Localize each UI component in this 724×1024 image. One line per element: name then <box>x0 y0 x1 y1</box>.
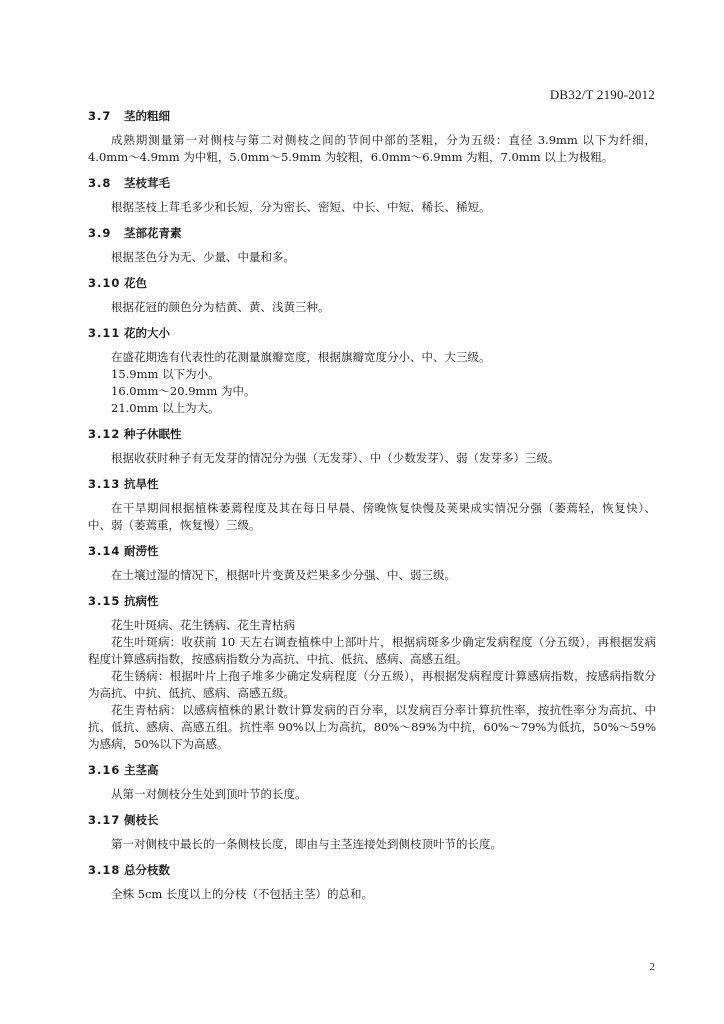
paragraph: 花生青枯病：以感病植株的累计数计算发病的百分率，以发病百分率计算抗性率，按抗性率分为高抗、中抗、低抗、感病、高感五组。抗性率 90%以上为高抗，80%～89%为中抗，60%～79%为低抗，50%～59%为感病，50%以下为高感。 <box>88 703 656 751</box>
paragraph: 在干旱期间根据植株萎蔫程度及其在每日早晨、傍晚恢复快慢及荚果成实情况分强（萎蔫轻，恢复快）、中、弱（萎蔫重，恢复慢）三级。 <box>88 501 656 532</box>
section-body <box>88 450 656 467</box>
section-number: 3.17 <box>88 813 121 827</box>
paragraph: 根据收获时种子有无发芽的情况分为强（无发芽）、中（少数发芽）、弱（发芽多）三级。 <box>111 451 560 465</box>
section-title: 茎部花青素 <box>124 226 182 240</box>
section-3-13 <box>88 476 656 534</box>
section-title: 主茎高 <box>124 763 159 777</box>
section-title: 种子休眠性 <box>124 427 182 441</box>
section-3-9 <box>88 225 656 266</box>
section-number: 3.18 <box>88 863 121 877</box>
section-body <box>88 132 656 166</box>
section-title: 抗病性 <box>124 594 159 608</box>
section-heading <box>88 275 656 292</box>
paragraph: 根据花冠的颜色分为桔黄、黄、浅黄三种。 <box>111 300 330 314</box>
list-line: 15.9mm 以下为小。 <box>111 367 220 381</box>
section-number: 3.14 <box>88 544 121 558</box>
section-body <box>88 786 656 803</box>
section-3-8 <box>88 175 656 216</box>
document-code: DB32/T 2190-2012 <box>549 87 655 102</box>
section-heading <box>88 175 656 192</box>
list-line: 21.0mm 以上为大。 <box>111 401 220 415</box>
section-body <box>88 836 656 853</box>
section-heading <box>88 225 656 242</box>
paragraph: 花生叶斑病：收获前 10 天左右调查植株中上部叶片，根据病斑多少确定发病程度（分五级），再根据发病程度计算感病指数，按感病指数分为高抗、中抗、低抗、感病、高感五组。 <box>88 635 656 666</box>
paragraph: 全株 5cm 长度以上的分枝（不包括主茎）的总和。 <box>111 887 373 901</box>
section-title: 茎枝茸毛 <box>124 176 170 190</box>
section-3-17 <box>88 812 656 853</box>
section-heading <box>88 543 656 560</box>
section-3-10 <box>88 275 656 316</box>
paragraph: 成熟期测量第一对侧枝与第二对侧枝之间的节间中部的茎粗，分为五级：直径 3.9mm 以下为纤细，4.0mm～4.9mm 为中粗，5.0mm～5.9mm 为较粗，6.0mm～6.9mm 为粗，7.0mm 以上为极粗。 <box>88 133 656 164</box>
section-title: 总分枝数 <box>124 863 170 877</box>
section-body <box>88 349 656 417</box>
list-line: 16.0mm～20.9mm 为中。 <box>111 384 256 398</box>
section-body <box>88 886 656 903</box>
section-number: 3.8 <box>88 176 112 190</box>
section-title: 耐涝性 <box>124 544 159 558</box>
section-number: 3.7 <box>88 109 112 123</box>
section-heading <box>88 325 656 342</box>
section-title: 侧枝长 <box>124 813 159 827</box>
document-body <box>88 108 656 912</box>
section-body <box>88 617 656 753</box>
section-heading <box>88 108 656 125</box>
paragraph: 根据茎枝上茸毛多少和长短，分为密长、密短、中长、中短、稀长、稀短。 <box>111 200 491 214</box>
paragraph: 第一对侧枝中最长的一条侧枝长度，即由与主茎连接处到侧枝顶叶节的长度。 <box>111 837 502 851</box>
section-number: 3.12 <box>88 427 121 441</box>
section-number: 3.10 <box>88 276 121 290</box>
section-heading <box>88 762 656 779</box>
section-body <box>88 567 656 584</box>
section-3-12 <box>88 426 656 467</box>
section-3-16 <box>88 762 656 803</box>
section-heading <box>88 426 656 443</box>
section-3-18 <box>88 862 656 903</box>
section-number: 3.16 <box>88 763 121 777</box>
section-body <box>88 249 656 266</box>
section-body <box>88 299 656 316</box>
section-title: 花色 <box>124 276 147 290</box>
section-heading <box>88 812 656 829</box>
section-number: 3.11 <box>88 326 121 340</box>
paragraph: 从第一对侧枝分生处到顶叶节的长度。 <box>111 787 307 801</box>
section-title: 花的大小 <box>124 326 170 340</box>
section-title: 抗旱性 <box>124 477 159 491</box>
page-number: 2 <box>649 961 655 973</box>
section-number: 3.13 <box>88 477 121 491</box>
paragraph: 根据茎色分为无、少量、中量和多。 <box>111 250 295 264</box>
section-body <box>88 199 656 216</box>
section-number: 3.15 <box>88 594 121 608</box>
section-3-11 <box>88 325 656 417</box>
section-number: 3.9 <box>88 226 112 240</box>
section-3-7 <box>88 108 656 166</box>
section-heading <box>88 593 656 610</box>
section-title: 茎的粗细 <box>124 109 170 123</box>
paragraph: 花生叶斑病、花生锈病、花生青枯病 <box>111 618 295 632</box>
paragraph: 在盛花期选有代表性的花测量旗瓣宽度，根据旗瓣宽度分小、中、大三级。 <box>111 350 491 364</box>
section-3-15 <box>88 593 656 753</box>
section-3-14 <box>88 543 656 584</box>
section-body <box>88 500 656 534</box>
section-heading <box>88 476 656 493</box>
paragraph: 在土壤过湿的情况下，根据叶片变黄及烂果多少分强、中、弱三级。 <box>111 568 456 582</box>
paragraph: 花生锈病：根据叶片上孢子堆多少确定发病程度（分五级），再根据发病程度计算感病指数，按感病指数分为高抗、中抗、低抗、感病、高感五级。 <box>88 669 656 700</box>
section-heading <box>88 862 656 879</box>
